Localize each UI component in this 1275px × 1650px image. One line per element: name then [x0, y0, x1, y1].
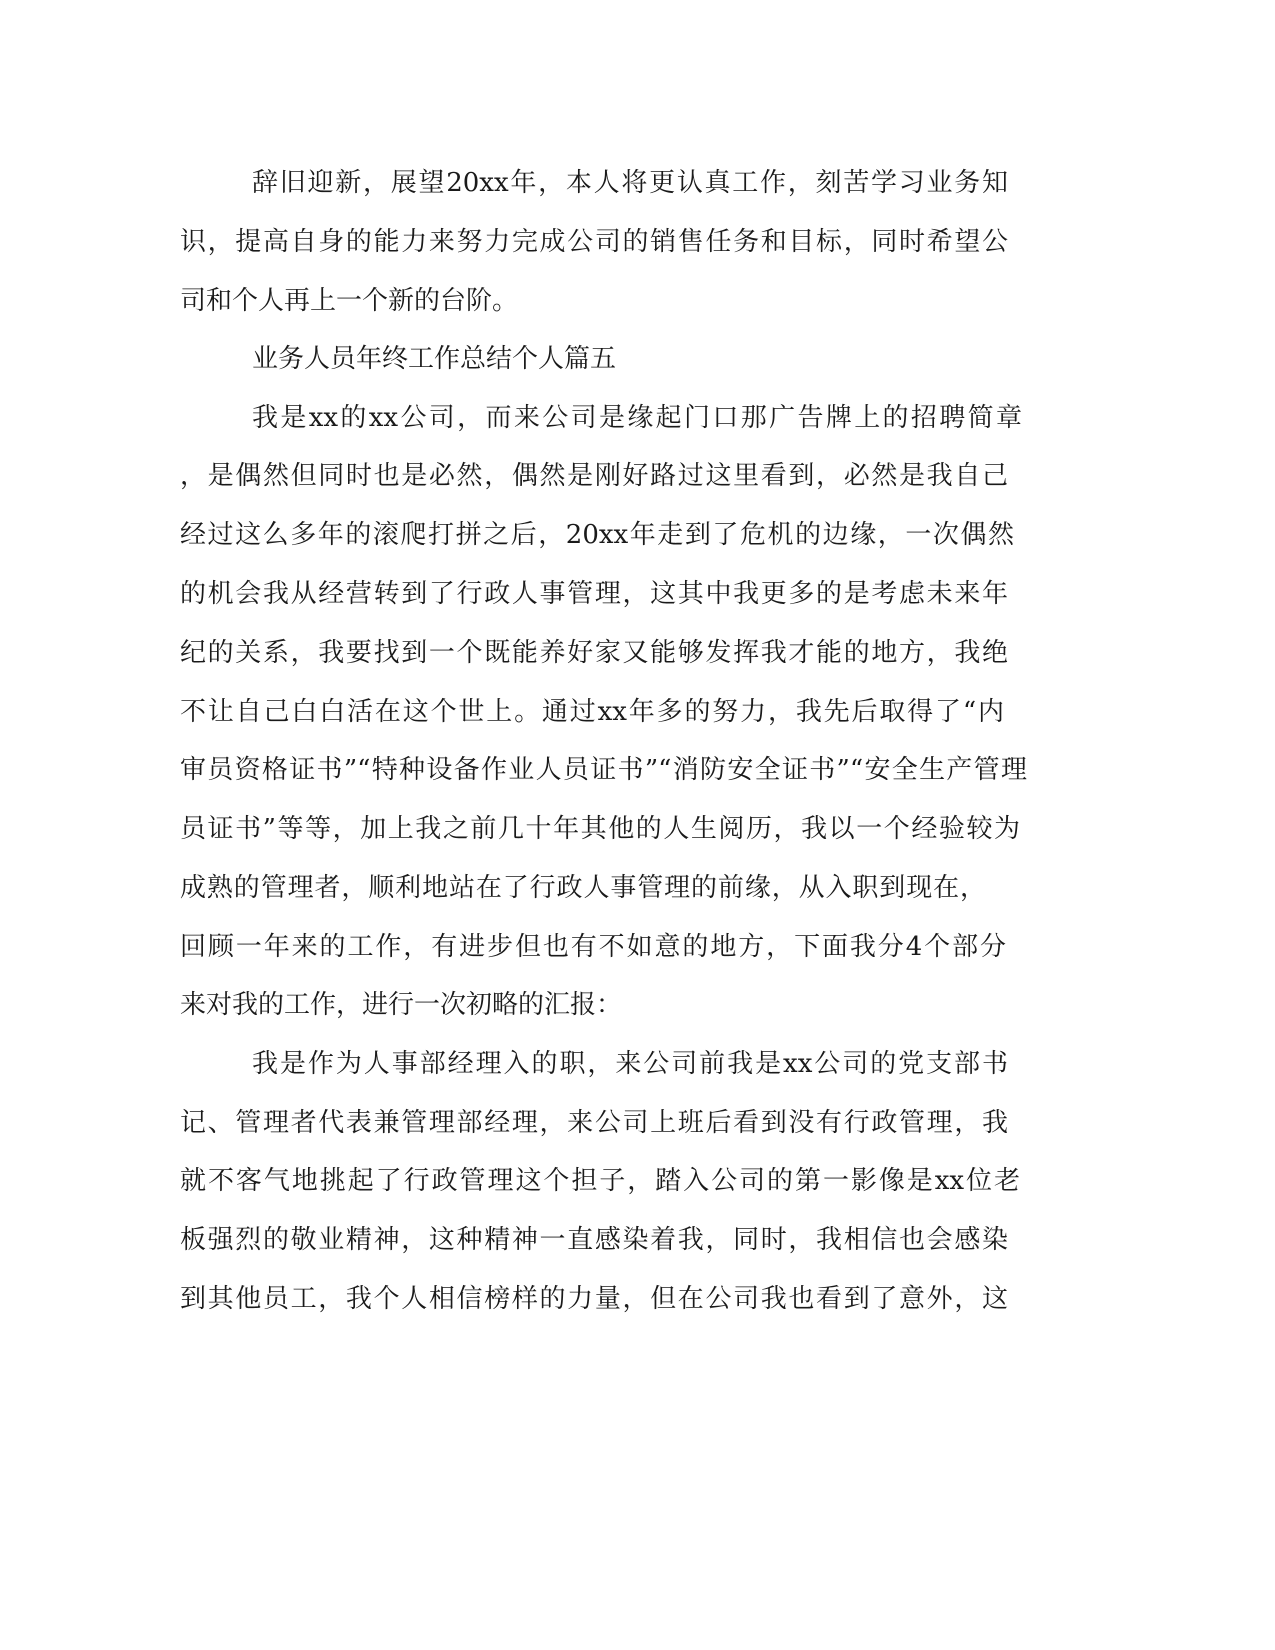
line-text: 审员资格证书”“特种设备作业人员证书”“消防安全证书”“安全生产管理	[180, 755, 1027, 785]
line-text: 员证书”等等，加上我之前几十年其他的人生阅历，我以一个经验较为	[180, 814, 1020, 844]
heading-text: 业务人员年终工作总结个人篇五	[252, 344, 617, 374]
line-text: 的机会我从经营转到了行政人事管理，这其中我更多的是考虑未来年	[180, 579, 1008, 609]
text-line	[0, 868, 1275, 908]
text-line	[0, 633, 1275, 673]
line-text: 到其他员工，我个人相信榜样的力量，但在公司我也看到了意外，这	[180, 1284, 1008, 1314]
text-line	[0, 456, 1275, 496]
line-text: 我是xx的xx公司，而来公司是缘起门口那广告牌上的招聘简章	[252, 403, 1022, 433]
text-line	[0, 222, 1275, 262]
line-text: 不让自己白白活在这个世上。通过xx年多的努力，我先后取得了“内	[180, 697, 1004, 727]
line-text: 经过这么多年的滚爬打拼之后，20xx年走到了危机的边缘，一次偶然	[180, 520, 1014, 550]
text-line	[0, 927, 1275, 967]
text-line	[0, 1220, 1275, 1260]
line-text: 就不客气地挑起了行政管理这个担子，踏入公司的第一影像是xx位老	[180, 1166, 1020, 1196]
line-text: 我是作为人事部经理入的职，来公司前我是xx公司的党支部书	[252, 1049, 1008, 1079]
text-line	[0, 1161, 1275, 1201]
text-line	[0, 398, 1275, 438]
line-text: 记、管理者代表兼管理部经理，来公司上班后看到没有行政管理，我	[180, 1108, 1008, 1138]
line-text: 来对我的工作，进行一次初略的汇报：	[180, 990, 623, 1020]
text-line	[0, 985, 1275, 1025]
line-text: 板强烈的敬业精神，这种精神一直感染着我，同时，我相信也会感染	[180, 1225, 1008, 1255]
text-line	[0, 163, 1275, 203]
line-text: 识，提高自身的能力来努力完成公司的销售任务和目标，同时希望公	[180, 227, 1008, 257]
text-line	[0, 1103, 1275, 1143]
text-line	[0, 1279, 1275, 1319]
section-heading	[0, 339, 1275, 379]
line-text: 回顾一年来的工作，有进步但也有不如意的地方，下面我分4个部分	[180, 932, 1006, 962]
line-text: 辞旧迎新，展望20xx年，本人将更认真工作，刻苦学习业务知	[252, 168, 1008, 198]
text-line	[0, 692, 1275, 732]
line-text: 纪的关系，我要找到一个既能养好家又能够发挥我才能的地方，我绝	[180, 638, 1008, 668]
text-line	[0, 515, 1275, 555]
line-text: 司和个人再上一个新的台阶。	[180, 286, 519, 316]
text-line	[0, 809, 1275, 849]
line-text: 成熟的管理者，顺利地站在了行政人事管理的前缘，从入职到现在，	[180, 873, 986, 903]
text-line	[0, 750, 1275, 790]
line-text: ，是偶然但同时也是必然，偶然是刚好路过这里看到，必然是我自己	[180, 461, 1008, 491]
text-line	[0, 281, 1275, 321]
text-line	[0, 574, 1275, 614]
text-line	[0, 1044, 1275, 1084]
